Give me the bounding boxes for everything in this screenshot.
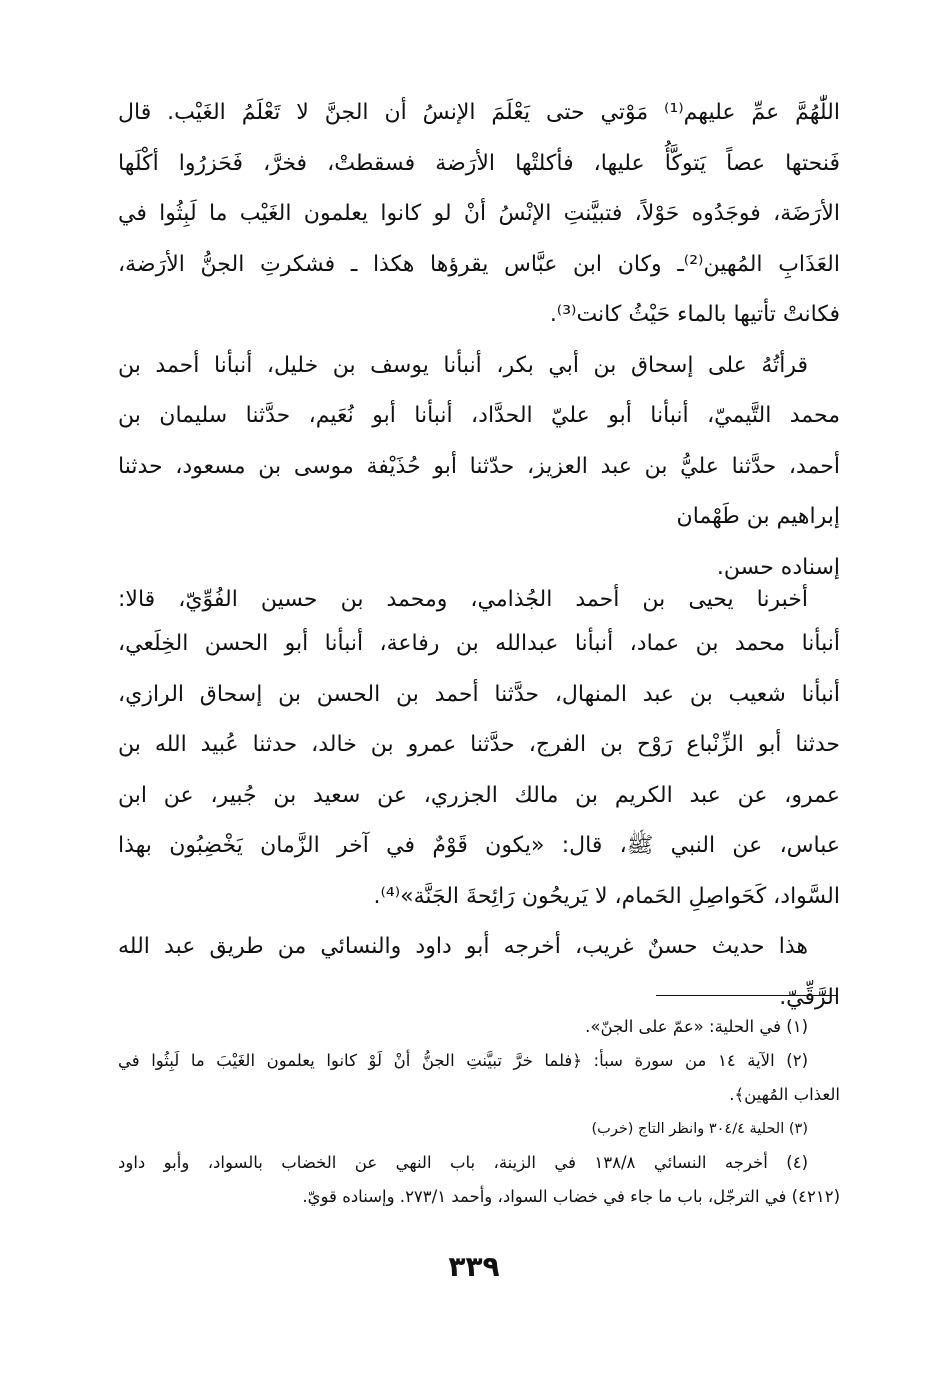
footnote-4: (٤) أخرجه النسائي ١٣٨/٨ في الزينة، باب النهي عن الخضاب بالسواد، وأبو داود <box>118 1153 808 1172</box>
footnote-2-continuation: العذاب المُهين﴾. <box>729 1085 840 1104</box>
text-line: حدثنا أبو الزِّنْباع رَوْح بن الفرج، حدَّثنا عمرو بن خالد، حدثنا عُبيد الله بن <box>118 732 840 757</box>
text-line: فَنحتها عصاً يَتوكَّأُ عليها، فأكلتْها الأرَضة فسقطتْ، فخرَّ، فَحَزرُوا أكْلَها <box>118 150 840 176</box>
footnote-4-continuation: (٤٢١٢) في الترجّل، باب ما جاء في خضاب السواد، وأحمد ٢٧٣/١. وإسناده قويّ. <box>302 1187 840 1206</box>
footnote-3: (٣) الحلية ٣٠٤/٤ وانظر التاج (خرب) <box>591 1121 808 1137</box>
text-line: هذا حديث حسنٌ غريب، أخرجه أبو داود والنسائي من طريق عبد الله <box>118 934 808 959</box>
footnote-divider <box>656 995 838 996</box>
text-line: العَذَابِ المُهين⁽²⁾ـ وكان ابن عبَّاس يقرؤها هكذا ـ فشكرتِ الجنُّ الأرَضة، <box>118 251 840 277</box>
text-line: قرأتُهُ على إسحاق بن أبي بكر، أنبأنا يوسف بن خليل، أنبأنا أحمد بن <box>118 352 808 378</box>
text-line: اللّٰهُمَّ عمِّ عليهم⁽¹⁾ مَوْتي حتى يَعْلَمَ الإنسُ أن الجنَّ لا تَعْلَمُ الغَيْب. قال <box>118 100 840 125</box>
text-line: عمرو، عن عبد الكريم بن مالك الجزري، عن سعيد بن جُبير، عن ابن <box>118 782 840 808</box>
footnotes <box>118 1010 840 1214</box>
text-line: إبراهيم بن طَهْمان <box>676 504 840 529</box>
text-line: السَّواد، كَحَواصِلِ الحَمام، لا يَريحُون رَائِحةَ الجَنَّة»⁽⁴⁾. <box>373 883 840 909</box>
text-line: أحمد، حدَّثنا عليُّ بن عبد العزيز، حدّثنا أبو حُذَيْفة موسى بن مسعود، حدثنا <box>118 453 840 479</box>
footnote-2: (٢) الآية ١٤ من سورة سبأ: ﴿فلما خرَّ تبيَّنتِ الجنُّ أنْ لَوْ كانوا يعلمون الغَيْبَ ما لَبِثُوا في <box>118 1051 808 1070</box>
text-line: فكانتْ تأتيها بالماء حَيْثُ كانت⁽³⁾. <box>549 302 840 327</box>
isnad-text: إسناده حسن. <box>716 554 840 580</box>
page-number: ٣٣٩ <box>448 1250 500 1283</box>
text-line: أخبرنا يحيى بن أحمد الجُذامي، ومحمد بن حسين الفُوِّيّ، قالا: <box>118 587 808 612</box>
main-text <box>118 88 840 1023</box>
text-line: أنبأنا محمد بن عماد، أنبأنا عبدالله بن رفاعة، أنبأنا أبو الحسن الخِلَعي، <box>118 631 840 656</box>
text-line: الرَّقِّيّ. <box>779 984 840 1010</box>
text-line: محمد التَّيميّ، أنبأنا أبو عليّ الحدَّاد، أنبأنا أبو نُعَيم، حدَّثنا سليمان بن <box>118 403 840 428</box>
text-line: عباس، عن النبي ﷺ، قال: «يكون قَوْمٌ في آخر الزَّمان يَخْضِبُون بهذا <box>118 833 840 858</box>
text-line: الأرَضَة، فوجَدُوه حَوْلاً، فتبيَّنتِ الإنْسُ أنْ لو كانوا يعلمون الغَيْب ما لَبِثُوا في <box>118 201 840 226</box>
footnote-1: (١) في الحلية: «عمّ على الجنّ». <box>585 1017 808 1036</box>
text-line: أنبأنا شعيب بن عبد المنهال، حدَّثنا أحمد بن الحسن بن إسحاق الرازي، <box>118 681 840 707</box>
